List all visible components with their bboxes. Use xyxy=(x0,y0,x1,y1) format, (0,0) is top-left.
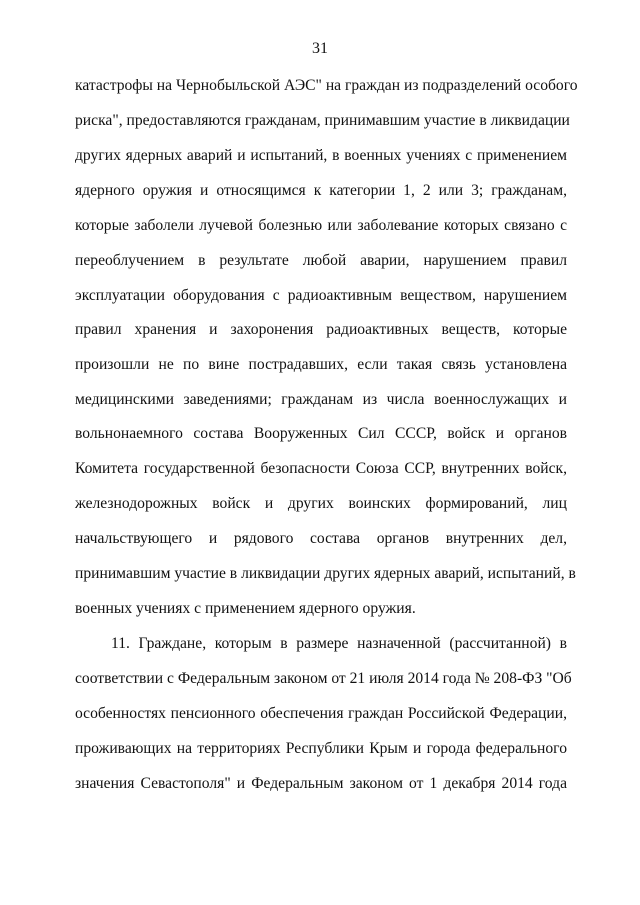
text-line: особенностях пенсионного обеспечения граждан Российской Федерации, xyxy=(75,705,567,722)
text-line: правил хранения и захоронения радиоактивных веществ, которые xyxy=(75,321,567,338)
text-line: катастрофы на Чернобыльской АЭС" на граждан из подразделений особого xyxy=(75,77,578,94)
text-line: принимавшим участие в ликвидации других ядерных аварий, испытаний, в xyxy=(75,565,576,582)
page-number: 31 xyxy=(312,40,328,57)
text-line: других ядерных аварий и испытаний, в военных учениях с применением xyxy=(75,147,567,164)
text-line: военных учениях с применением ядерного оружия. xyxy=(75,600,416,617)
text-line: эксплуатации оборудования с радиоактивным веществом, нарушением xyxy=(75,287,567,304)
text-line: значения Севастополя" и Федеральным законом от 1 декабря 2014 года xyxy=(75,775,567,792)
text-line: начальствующего и рядового состава органов внутренних дел, xyxy=(75,530,567,547)
text-line: медицинскими заведениями; гражданам из числа военнослужащих и xyxy=(75,391,567,408)
text-line: железнодорожных войск и других воинских формирований, лиц xyxy=(75,495,567,512)
text-line: Комитета государственной безопасности Союза ССР, внутренних войск, xyxy=(75,460,567,477)
text-line: риска", предоставляются гражданам, принимавшим участие в ликвидации xyxy=(75,112,570,129)
text-line: переоблучением в результате любой аварии, нарушением правил xyxy=(75,252,567,269)
text-line: произошли не по вине пострадавших, если такая связь установлена xyxy=(75,356,567,373)
paragraph-start: 11. Граждане, которым в размере назначенной (рассчитанной) в xyxy=(111,635,567,652)
text-line: проживающих на территориях Республики Крым и города федерального xyxy=(75,740,567,757)
text-line: вольнонаемного состава Вооруженных Сил СССР, войск и органов xyxy=(75,425,567,442)
text-line: соответствии с Федеральным законом от 21 июля 2014 года № 208-ФЗ "Об xyxy=(75,670,572,687)
text-line: ядерного оружия и относящимся к категории 1, 2 или 3; гражданам, xyxy=(75,182,567,199)
text-line: которые заболели лучевой болезнью или заболевание которых связано с xyxy=(75,217,567,234)
